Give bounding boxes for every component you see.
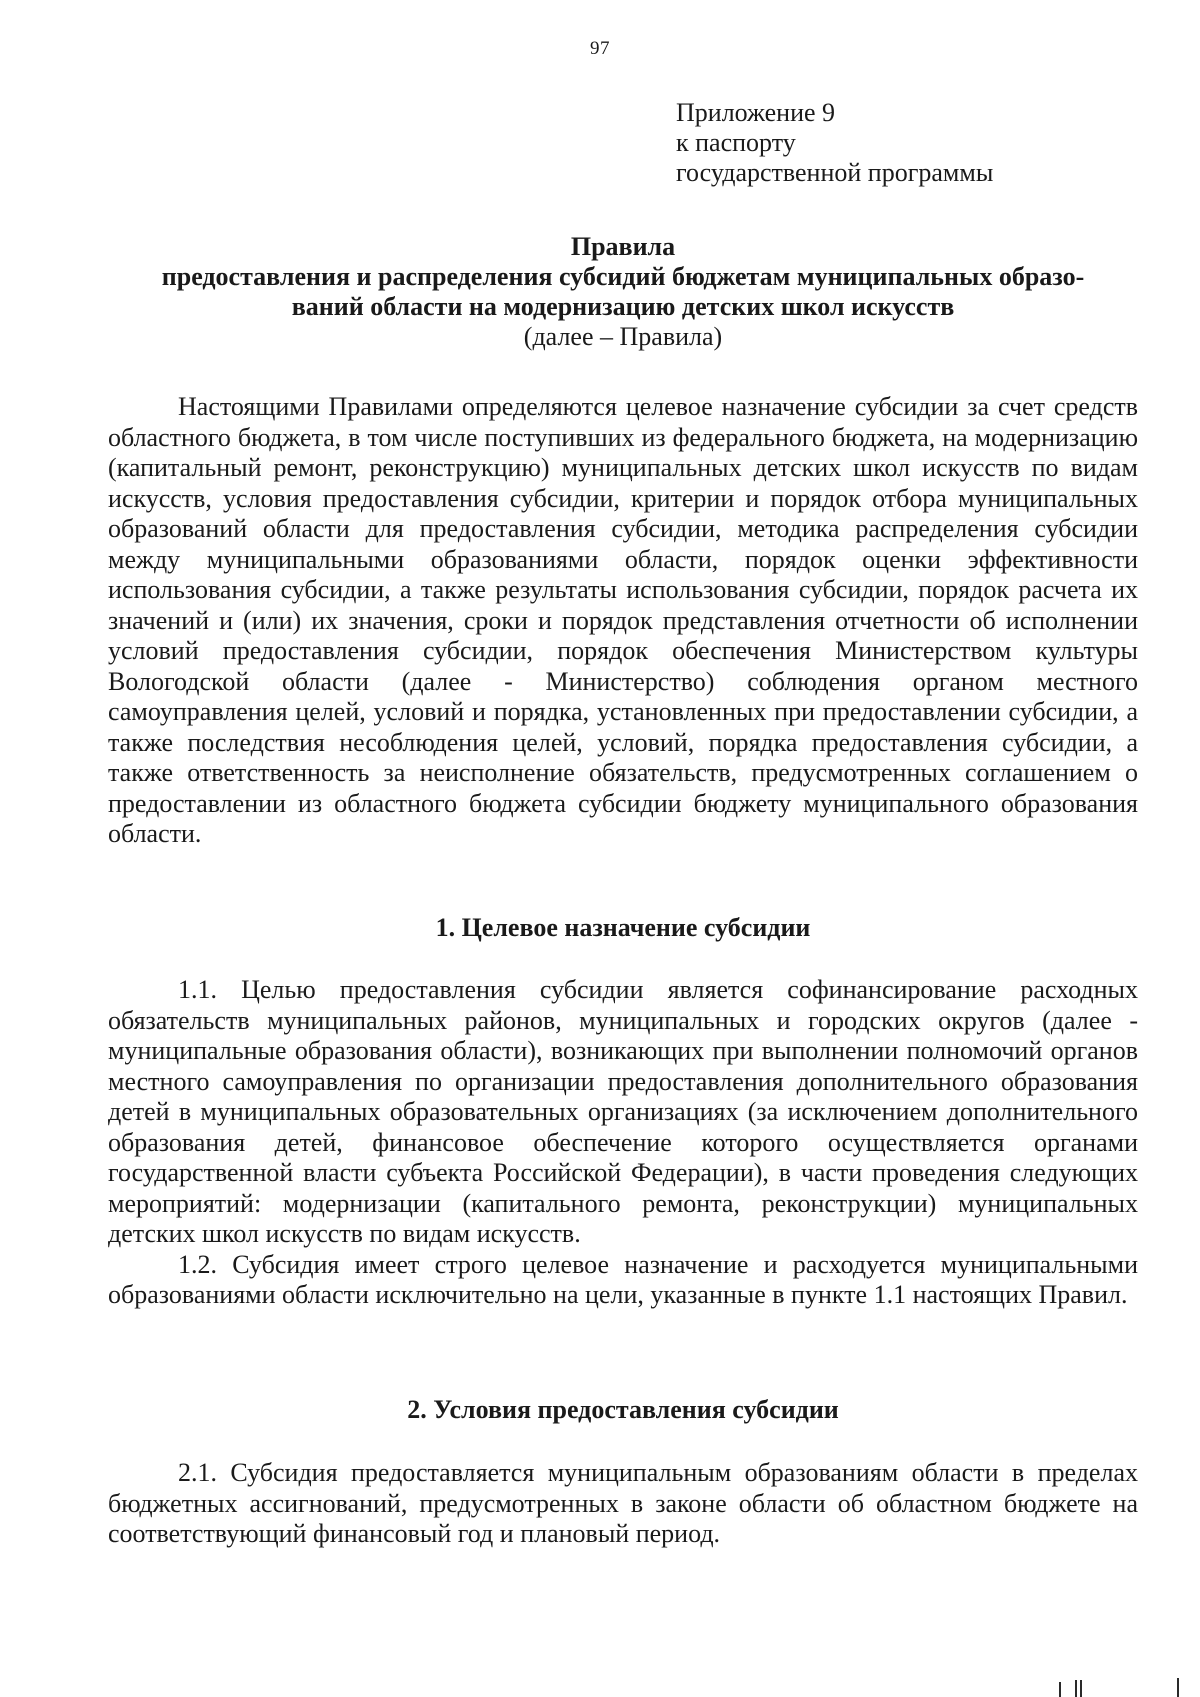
title-line-2: предоставления и распределения субсидий бюджетам муниципальных образо- xyxy=(161,262,1085,291)
title-line-1: Правила xyxy=(570,232,676,261)
section-2-body xyxy=(108,1458,1138,1550)
appendix-line-1: Приложение 9 xyxy=(676,98,836,127)
title-line-3: ваний области на модернизацию детских школ искусств xyxy=(291,292,955,321)
section-2-heading: 2. Условия предоставления субсидии xyxy=(407,1395,839,1424)
intro-paragraph: Настоящими Правилами определяются целевое назначение субсидии за счет средств областного бюджета, в том числе поступивших из федерального бюджета, на модернизацию (капитальный ремонт, реконструкцию) муниципальных детских школ искусств по видам искусств, условия предоставления субсидии, критерии и порядок отбора муниципальных образований области для предоставления субсидии, методика распределения субсидии между муниципальными образованиями области, порядок оценки эффективности использования субсидии, а также результаты использования субсидии, порядок расчета их значений и (или) их значения, сроки и порядок представления отчетности об исполнении условий предоставления субсидии, порядок обеспечения Министерством культуры Вологодской области (далее - Министерство) соблюдения органом местного самоуправления целей, условий и порядка, установленных при предоставлении субсидии, а также последствия несоблюдения целей, условий, порядка предоставления субсидии, а также ответственность за неисполнение обязательств, предусмотренных соглашением о предоставлении из областного бюджета субсидии бюджету муниципального образования области. xyxy=(108,392,1138,848)
section-1-body xyxy=(108,975,1138,1311)
title-line-4: (далее – Правила) xyxy=(523,322,723,351)
appendix-line-3: государственной программы xyxy=(676,158,994,187)
scan-artifact xyxy=(1080,1680,1082,1697)
scan-artifact xyxy=(1177,1678,1179,1697)
page-number: 97 xyxy=(590,38,610,59)
scan-artifact xyxy=(1059,1682,1061,1697)
scan-artifact xyxy=(1075,1680,1077,1697)
section-1-heading: 1. Целевое назначение субсидии xyxy=(435,913,811,942)
document-title xyxy=(108,232,1138,352)
appendix-line-2: к паспорту xyxy=(676,128,796,157)
appendix-block xyxy=(676,98,993,188)
intro-section xyxy=(108,392,1138,850)
section-2-paragraph-1: 2.1. Субсидия предоставляется муниципальным образованиям области в пределах бюджетных ассигнований, предусмотренных в законе области об областном бюджете на соответствующий финансовый год и плановый период. xyxy=(108,1458,1138,1548)
section-1-paragraph-2: 1.2. Субсидия имеет строго целевое назначение и расходуется муниципальными образованиями области исключительно на цели, указанные в пункте 1.1 настоящих Правил. xyxy=(108,1249,1138,1309)
section-1-paragraph-1: 1.1. Целью предоставления субсидии является софинансирование расходных обязательств муниципальных районов, муниципальных и городских округов (далее - муниципальные образования области), возникающих при выполнении полномочий органов местного самоуправления по организации предоставления дополнительного образования детей в муниципальных образовательных организациях (за исключением дополнительного образования детей, финансовое обеспечение которого осуществляется органами государственной власти субъекта Российской Федерации), в части проведения следующих мероприятий: модернизации (капитального ремонта, реконструкции) муниципальных детских школ искусств по видам искусств. xyxy=(108,975,1138,1248)
